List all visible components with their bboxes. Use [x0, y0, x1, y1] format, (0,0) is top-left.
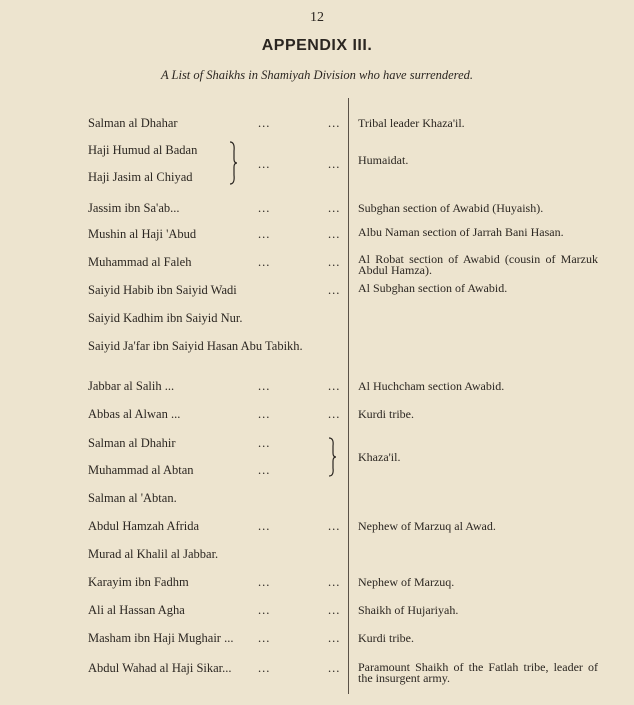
- leader-dots: ...: [328, 116, 341, 130]
- shaikh-name: Jassim ibn Sa'ab...: [88, 201, 180, 215]
- leader-dots: ...: [258, 227, 271, 241]
- right-brace-icon: [327, 437, 337, 477]
- shaikh-name: Muhammad al Faleh: [88, 255, 192, 269]
- tribe-description: Tribal leader Khaza'il.: [358, 116, 465, 130]
- leader-dots: ...: [258, 116, 271, 130]
- tribe-description: Subghan section of Awabid (Huyaish).: [358, 201, 544, 215]
- shaikh-name: Abdul Hamzah Afrida: [88, 519, 200, 533]
- shaikh-name: Haji Humud al Badan: [88, 143, 198, 157]
- shaikh-name: Salman al Dhahir: [88, 436, 176, 450]
- leader-dots: ...: [258, 631, 271, 645]
- tribe-description: Khaza'il.: [358, 450, 401, 464]
- shaikh-name: Abdul Wahad al Haji Sikar...: [88, 661, 232, 675]
- page-title: APPENDIX III.: [261, 37, 373, 54]
- leader-dots: ...: [328, 407, 341, 421]
- tribe-description: Al Robat section of Awabid (cousin of Marzuk Abdul Hamza).: [358, 252, 598, 277]
- shaikh-name: Ali al Hassan Agha: [88, 603, 185, 617]
- leader-dots: ...: [328, 575, 341, 589]
- leader-dots: ...: [258, 157, 271, 171]
- tribe-description: Nephew of Marzuq al Awad.: [358, 519, 496, 533]
- leader-dots: ...: [328, 283, 341, 297]
- leader-dots: ...: [328, 157, 341, 171]
- shaikh-name: Muhammad al Abtan: [88, 463, 194, 477]
- shaikh-name: Masham ibn Haji Mughair ...: [88, 631, 234, 645]
- leader-dots: ...: [328, 661, 341, 675]
- tribe-description: Kurdi tribe.: [358, 631, 414, 645]
- tribe-description: Albu Naman section of Jarrah Bani Hasan.: [358, 225, 564, 239]
- leader-dots: ...: [328, 379, 341, 393]
- leader-dots: ...: [328, 519, 341, 533]
- shaikh-name: Saiyid Ja'far ibn Saiyid Hasan Abu Tabikh.: [88, 339, 303, 353]
- shaikh-name: Haji Jasim al Chiyad: [88, 170, 193, 184]
- right-brace-icon: [228, 141, 238, 185]
- shaikh-name: Saiyid Habib ibn Saiyid Wadi: [88, 283, 237, 297]
- leader-dots: ...: [328, 631, 341, 645]
- tribe-description: Al Subghan section of Awabid.: [358, 281, 508, 295]
- shaikh-name: Karayim ibn Fadhm: [88, 575, 189, 589]
- tribe-description: Al Huchcham section Awabid.: [358, 379, 505, 393]
- leader-dots: ...: [258, 255, 271, 269]
- tribe-description: Humaidat.: [358, 153, 409, 167]
- leader-dots: ...: [258, 463, 271, 477]
- subtitle: A List of Shaikhs in Shamiyah Division who have surrendered.: [160, 68, 474, 82]
- column-divider: [348, 98, 349, 694]
- leader-dots: ...: [258, 407, 271, 421]
- leader-dots: ...: [258, 519, 271, 533]
- tribe-description: Paramount Shaikh of the Fatlah tribe, leader of the insurgent army.: [358, 660, 598, 685]
- leader-dots: ...: [328, 201, 341, 215]
- leader-dots: ...: [328, 227, 341, 241]
- shaikh-name: Saiyid Kadhim ibn Saiyid Nur.: [88, 311, 243, 325]
- shaikh-name: Abbas al Alwan ...: [88, 407, 181, 421]
- tribe-description: Nephew of Marzuq.: [358, 575, 455, 589]
- tribe-description: Shaikh of Hujariyah.: [358, 603, 459, 617]
- leader-dots: ...: [258, 661, 271, 675]
- leader-dots: ...: [258, 575, 271, 589]
- leader-dots: ...: [258, 603, 271, 617]
- page-number: 12: [310, 10, 324, 25]
- shaikh-name: Jabbar al Salih ...: [88, 379, 175, 393]
- leader-dots: ...: [328, 603, 341, 617]
- leader-dots: ...: [328, 255, 341, 269]
- leader-dots: ...: [258, 201, 271, 215]
- shaikh-name: Murad al Khalil al Jabbar.: [88, 547, 219, 561]
- tribe-description: Kurdi tribe.: [358, 407, 414, 421]
- shaikh-name: Salman al 'Abtan.: [88, 491, 177, 505]
- leader-dots: ...: [258, 379, 271, 393]
- shaikh-name: Mushin al Haji 'Abud: [88, 227, 197, 241]
- shaikh-name: Salman al Dhahar: [88, 116, 178, 130]
- leader-dots: ...: [258, 436, 271, 450]
